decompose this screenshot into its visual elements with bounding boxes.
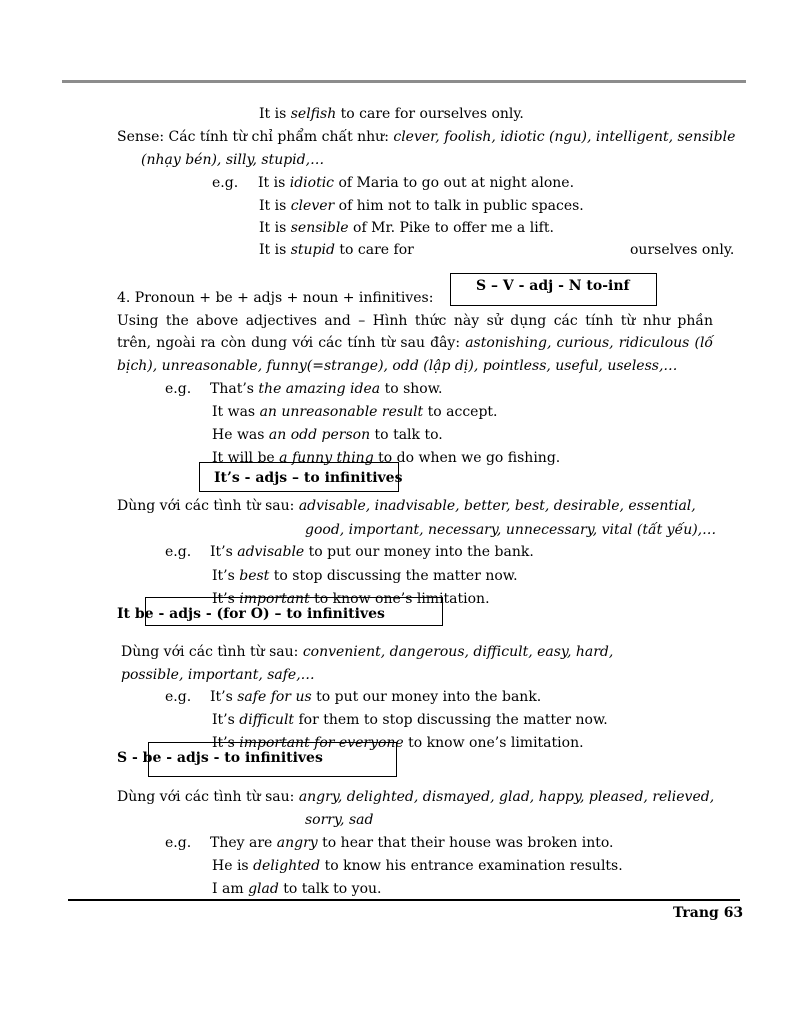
- example-line: It’s difficult for them to stop discussing the matter now.: [212, 712, 608, 728]
- section-heading: 4. Pronoun + be + adjs + noun + infinitives:: [117, 290, 434, 306]
- paragraph-line: trên, ngoài ra còn dung với các tính từ sau đây: astonishing, curious, ridiculous (lố: [117, 335, 713, 351]
- eg-label: e.g.: [165, 381, 192, 397]
- header-rule: [62, 80, 746, 83]
- example-line: It’s best to stop discussing the matter now.: [212, 568, 518, 584]
- paragraph-line: sorry, sad: [305, 812, 374, 828]
- example-line: It was an unreasonable result to accept.: [212, 404, 498, 420]
- paragraph-line: good, important, necessary, unnecessary, vital (tất yếu),…: [305, 522, 717, 538]
- example-line: It is stupid to care for: [259, 242, 414, 258]
- sense-line-cont: (nhạy bén), silly, stupid,…: [141, 152, 325, 168]
- example-line: He was an odd person to talk to.: [212, 427, 443, 443]
- eg-label: e.g.: [165, 835, 192, 851]
- eg-label: e.g.: [165, 689, 192, 705]
- example-line: That’s the amazing idea to show.: [210, 381, 443, 397]
- formula-label: S - be - adjs - to infinitives: [117, 750, 323, 766]
- paragraph-line: possible, important, safe,…: [121, 667, 315, 683]
- example-line: It is idiotic of Maria to go out at night alone.: [258, 175, 575, 191]
- eg-label: e.g.: [212, 175, 239, 191]
- example-line: It is sensible of Mr. Pike to offer me a lift.: [259, 220, 554, 236]
- paragraph-line: Dùng với các tình từ sau: advisable, inadvisable, better, best, desirable, essential,: [117, 498, 696, 514]
- example-line: It is selfish to care for ourselves only.: [259, 106, 524, 122]
- page-number: Trang 63: [673, 905, 744, 921]
- paragraph-line: Dùng với các tình từ sau: angry, delighted, dismayed, glad, happy, pleased, relieved,: [117, 789, 715, 805]
- footer-rule: [68, 899, 740, 901]
- formula-label: It’s - adjs – to infinitives: [214, 470, 403, 486]
- formula-label: S – V - adj - N to-inf: [476, 278, 630, 294]
- formula-label: It be - adjs - (for O) – to infinitives: [117, 606, 385, 622]
- example-line: He is delighted to know his entrance examination results.: [212, 858, 623, 874]
- example-line: It’s important for everyone to know one’s limitation.: [212, 735, 584, 751]
- paragraph-line: Using the above adjectives and – Hình thức này sử dụng các tính từ như phần: [117, 313, 713, 329]
- example-line: I am glad to talk to you.: [212, 881, 382, 897]
- example-line: It’s advisable to put our money into the bank.: [210, 544, 534, 560]
- example-line-tail: ourselves only.: [630, 242, 735, 258]
- paragraph-line: bịch), unreasonable, funny(=strange), odd (lập dị), pointless, useful, useless,…: [117, 358, 678, 374]
- example-line: It is clever of him not to talk in public spaces.: [259, 198, 584, 214]
- example-line: It’s safe for us to put our money into the bank.: [210, 689, 542, 705]
- example-line: It will be a funny thing to do when we go fishing.: [212, 450, 561, 466]
- example-line: They are angry to hear that their house was broken into.: [210, 835, 614, 851]
- paragraph-line: Dùng với các tình từ sau: convenient, dangerous, difficult, easy, hard,: [121, 644, 614, 660]
- example-line: It’s important to know one’s limitation.: [212, 591, 490, 607]
- eg-label: e.g.: [165, 544, 192, 560]
- sense-line: Sense: Các tính từ chỉ phẩm chất như: clever, foolish, idiotic (ngu), intelligent, sensible: [117, 129, 736, 145]
